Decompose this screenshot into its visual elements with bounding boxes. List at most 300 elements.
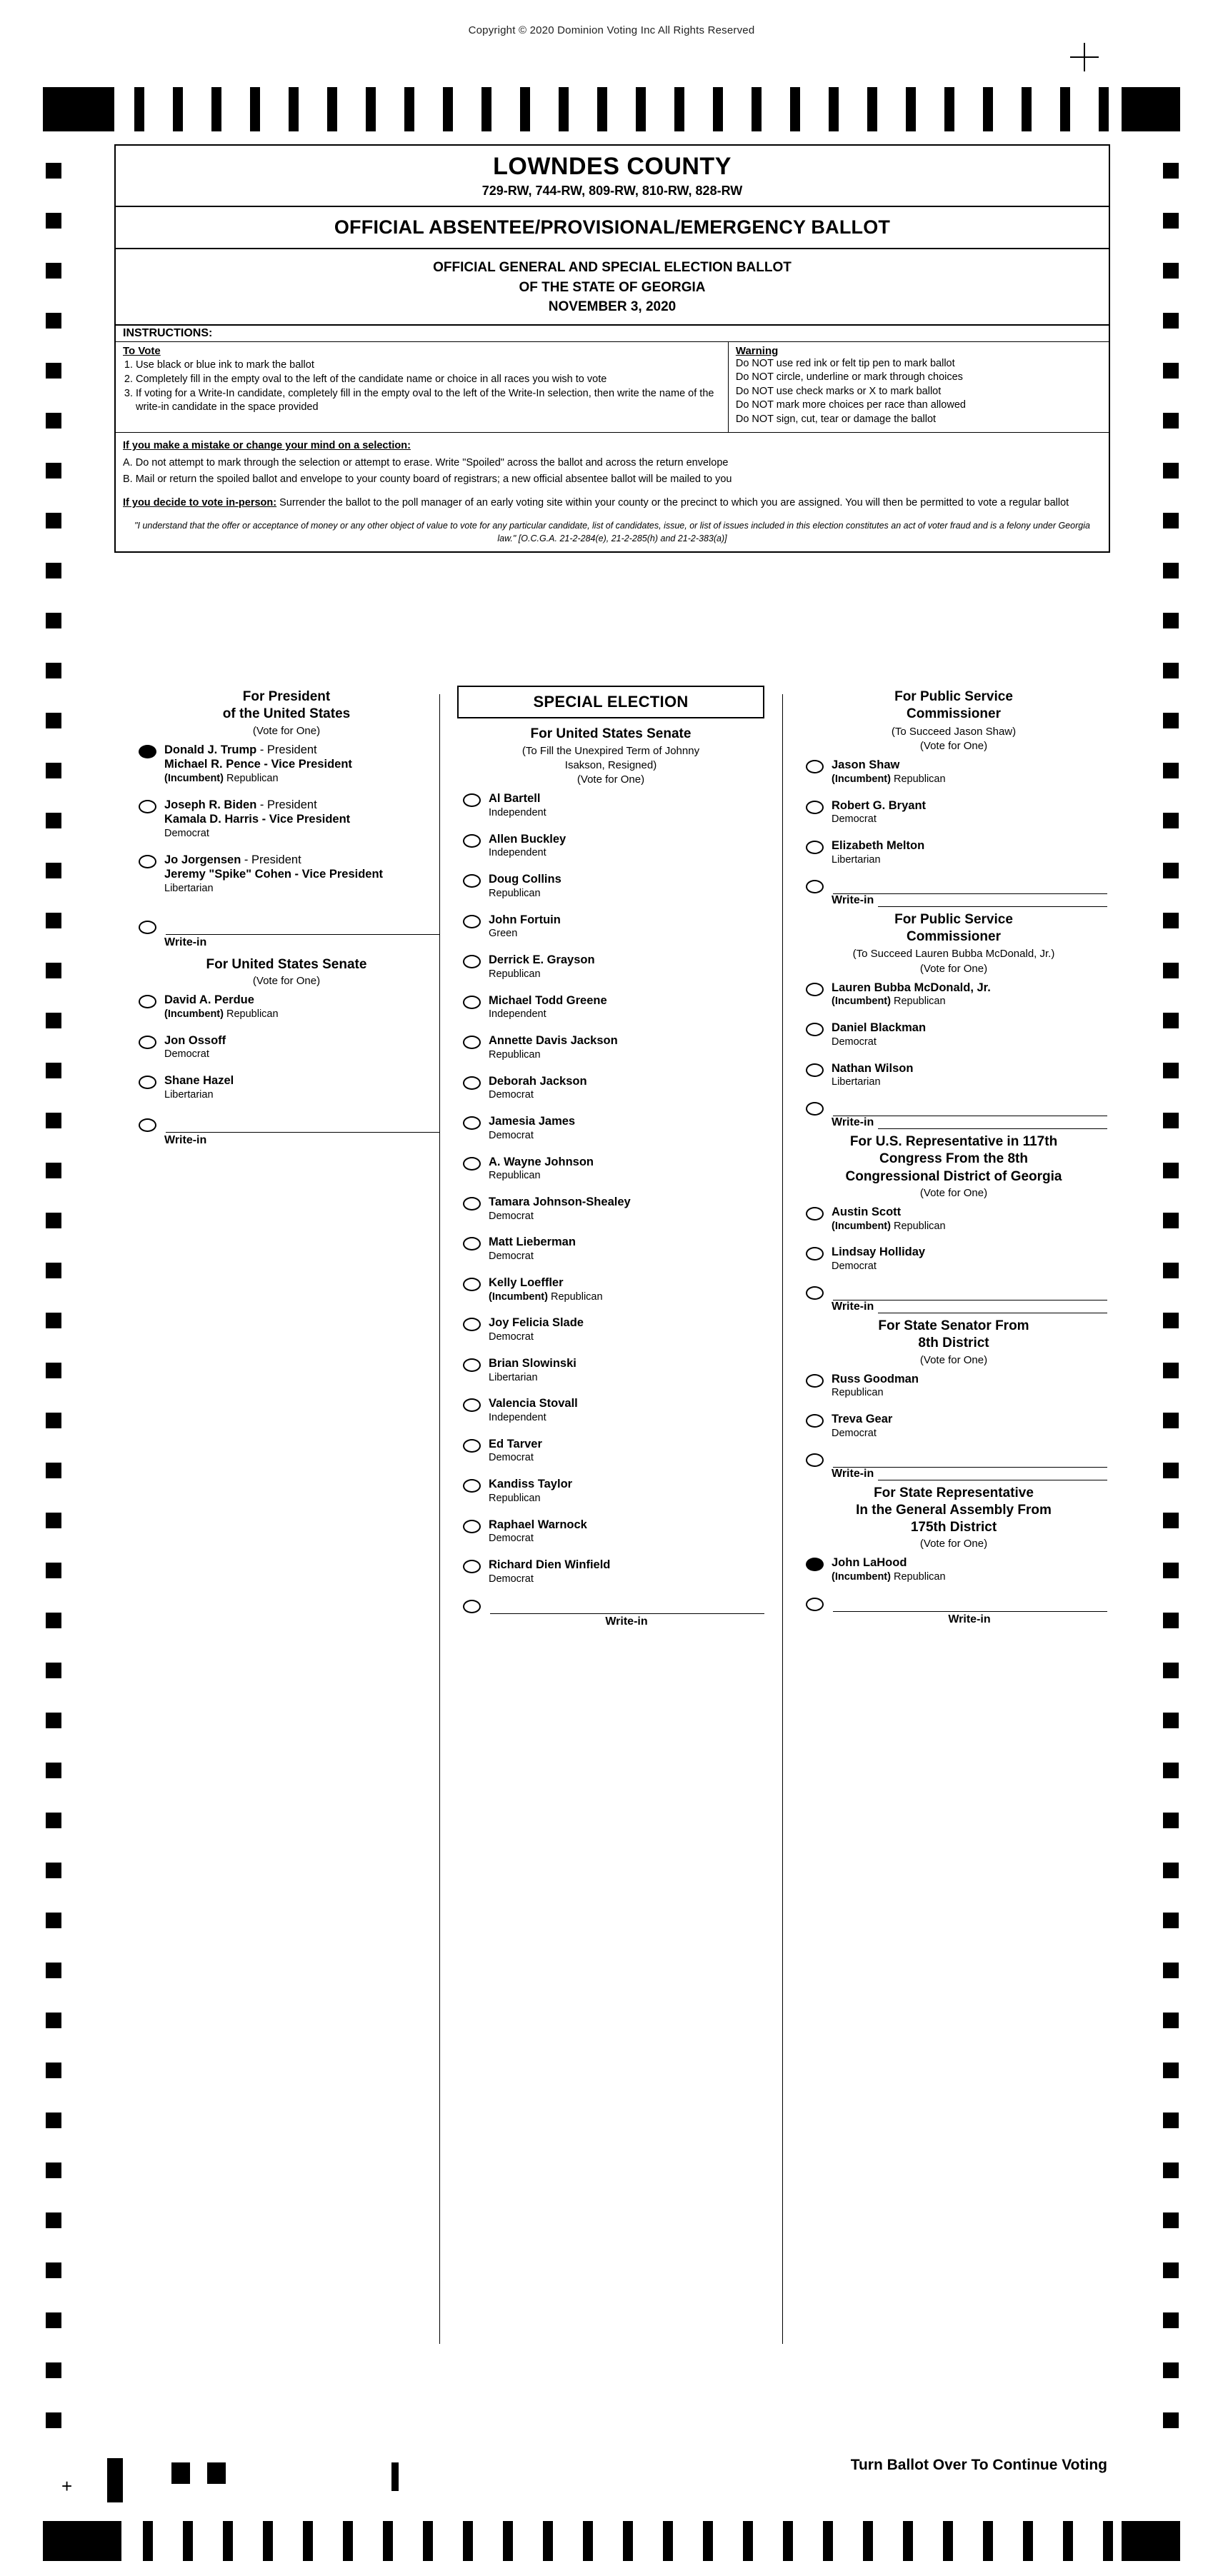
contest-vote-for: (Vote for One) [919, 962, 988, 975]
timing-mark [46, 1363, 61, 1378]
candidate-option[interactable] [457, 872, 764, 900]
vote-oval[interactable] [806, 1023, 824, 1036]
column-divider [782, 694, 783, 2344]
write-in-option[interactable] [800, 1597, 1107, 1626]
candidate-option[interactable] [457, 1074, 764, 1102]
timing-mark [303, 2521, 313, 2561]
vote-oval[interactable] [139, 1118, 156, 1132]
timing-mark [46, 2362, 61, 2378]
timing-mark [1163, 1113, 1179, 1128]
candidate-party: Democrat [489, 1452, 534, 1464]
turn-ballot-over-notice: Turn Ballot Over To Continue Voting [850, 2457, 1107, 2473]
vote-oval[interactable] [806, 801, 824, 814]
candidate-name: Allen Buckley [489, 832, 566, 846]
timing-mark [46, 2212, 61, 2228]
vote-oval[interactable] [806, 1453, 824, 1467]
timing-mark [46, 2113, 61, 2128]
candidate-party: Libertarian [832, 853, 881, 866]
candidate-option[interactable] [457, 953, 764, 981]
warning-title: Warning [735, 344, 779, 357]
timing-mark [1163, 1763, 1179, 1778]
candidate-option[interactable] [457, 1396, 764, 1424]
candidate-role: - President [256, 798, 317, 811]
candidate-party: Independent [489, 847, 546, 859]
candidate-option[interactable] [457, 1033, 764, 1061]
timing-mark [46, 1663, 61, 1678]
instructions-row [116, 341, 1109, 433]
county-name: LOWNDES COUNTY [493, 153, 732, 180]
write-in-label-row [832, 1300, 1107, 1313]
contest-vote-for: (Vote for One) [576, 773, 645, 786]
candidate-option[interactable] [457, 1356, 764, 1384]
timing-mark-block [107, 2458, 123, 2502]
write-in-option[interactable] [800, 879, 1107, 907]
timing-mark [46, 2162, 61, 2178]
candidate-name: Austin Scott [832, 1206, 902, 1218]
candidate-name: Derrick E. Grayson [489, 953, 595, 967]
candidate-name: Annette Davis Jackson [489, 1034, 618, 1048]
write-in-extra-line [878, 1303, 1107, 1313]
in-person-text: Surrender the ballot to the poll manager of an early voting site within your county or the precinct to which you are assigned. You will then be permitted to vote a regular ballot [276, 497, 1069, 509]
vote-oval[interactable] [463, 1076, 481, 1090]
timing-mark [1163, 963, 1179, 978]
candidate-party: Democrat [832, 1261, 877, 1273]
timing-mark [1163, 463, 1179, 478]
timing-mark [443, 87, 453, 131]
timing-mark [46, 2412, 61, 2428]
contest-title-us-senate: For United States Senate [206, 956, 367, 972]
timing-mark [1163, 2063, 1179, 2078]
write-in-extra-line [878, 896, 1107, 907]
ballot-header [114, 144, 1110, 553]
to-vote-steps [136, 359, 722, 415]
vote-oval[interactable] [463, 1520, 481, 1533]
candidate-option[interactable] [457, 1477, 764, 1505]
timing-mark [906, 87, 916, 131]
timing-mark [863, 2521, 873, 2561]
candidate-option[interactable] [800, 758, 1107, 786]
vote-oval[interactable] [463, 1439, 481, 1453]
candidate-option[interactable] [457, 993, 764, 1021]
timing-mark [263, 2521, 273, 2561]
timing-mark [1163, 413, 1179, 429]
vote-oval[interactable] [463, 1398, 481, 1412]
candidate-option[interactable] [457, 1235, 764, 1263]
candidate-option[interactable] [133, 853, 440, 896]
timing-mark [1099, 87, 1109, 131]
write-in-option[interactable] [800, 1101, 1107, 1129]
vote-oval[interactable] [463, 1560, 481, 1573]
timing-mark-block [1122, 2521, 1180, 2561]
timing-mark [1163, 1063, 1179, 1078]
candidate-party [832, 995, 1107, 1008]
vote-oval[interactable] [463, 1036, 481, 1049]
candidate-name: John LaHood [832, 1556, 907, 1570]
candidate-option[interactable] [800, 1372, 1107, 1400]
vote-oval[interactable] [463, 1600, 481, 1613]
timing-mark [46, 213, 61, 229]
candidate-name [164, 798, 440, 813]
candidate-party: Republican [489, 968, 541, 980]
candidate-name-text: Donald J. Trump [164, 743, 257, 756]
candidate-party [832, 1570, 1107, 1584]
write-in-extra-line [878, 1470, 1107, 1480]
candidate-option[interactable] [800, 838, 1107, 866]
timing-mark [46, 663, 61, 678]
contest-vote-for: (Vote for One) [919, 1353, 988, 1366]
candidate-party: Libertarian [164, 883, 214, 895]
candidate-option[interactable] [457, 1558, 764, 1585]
vote-oval[interactable] [806, 760, 824, 773]
write-in-label: Write-in [832, 1467, 874, 1480]
vote-oval[interactable] [806, 1414, 824, 1428]
vote-oval[interactable] [806, 1102, 824, 1116]
candidate-name: Kelly Loeffler [489, 1276, 564, 1289]
vote-oval[interactable] [463, 1157, 481, 1171]
candidate-name: Robert G. Bryant [832, 798, 927, 812]
timing-mark [46, 1613, 61, 1628]
running-mate-text: Jeremy "Spike" Cohen [164, 868, 291, 881]
vote-oval[interactable] [139, 800, 156, 813]
timing-mark [46, 1213, 61, 1228]
candidate-option[interactable] [133, 1033, 440, 1061]
candidate-party: Republican [489, 1170, 541, 1182]
timing-mark [46, 1013, 61, 1028]
timing-mark [1063, 2521, 1073, 2561]
timing-mark-block [43, 87, 114, 131]
contest-vote-for: (Vote for One) [252, 724, 321, 737]
candidate-name: Brian Slowinski [489, 1356, 576, 1370]
candidate-party: Democrat [489, 1533, 534, 1545]
candidate-party: Republican [832, 1387, 884, 1399]
timing-mark [1163, 1613, 1179, 1628]
alignment-plus-icon: + [61, 2475, 73, 2497]
vote-oval[interactable] [806, 880, 824, 893]
timing-mark [790, 87, 800, 131]
write-in-line[interactable] [166, 1118, 440, 1133]
timing-mark [1163, 563, 1179, 578]
candidate-name: Tamara Johnson-Shealey [489, 1196, 631, 1208]
vote-oval[interactable] [139, 1076, 156, 1089]
election-line-2: OF THE STATE OF GEORGIA [519, 279, 706, 295]
timing-mark [623, 2521, 633, 2561]
ballot-column-1 [133, 686, 440, 1151]
candidate-party: Libertarian [164, 1088, 214, 1101]
candidate-name: Treva Gear [832, 1413, 893, 1426]
write-in-line[interactable] [833, 1597, 1107, 1612]
write-in-line[interactable] [490, 1599, 764, 1614]
timing-mark [46, 163, 61, 179]
contest-title-psc-mcdonald [800, 911, 1107, 946]
write-in-label: Write-in [832, 1300, 874, 1313]
write-in-option[interactable] [133, 920, 440, 949]
candidate-option[interactable] [457, 1315, 764, 1343]
vote-oval[interactable] [139, 995, 156, 1008]
candidate-party: Republican [489, 1048, 541, 1061]
incumbent-label: (Incumbent) [832, 996, 891, 1008]
vote-oval[interactable] [806, 1063, 824, 1077]
timing-mark [46, 1063, 61, 1078]
timing-mark [1163, 713, 1179, 728]
candidate-party: Democrat [164, 1048, 209, 1061]
timing-mark [663, 2521, 673, 2561]
timing-mark [404, 87, 414, 131]
contest-title-state-senator [800, 1318, 1107, 1353]
vote-oval[interactable] [806, 983, 824, 996]
timing-mark [1163, 813, 1179, 828]
contest-title-line: Commissioner [907, 706, 1001, 722]
voter-fraud-oath: "I understand that the offer or acceptance of money or any other object of value to vote for any particular candidate, list of candidates, issue, or list of issues included in this election constitutes an act of voter fraud and is a felony under Georgia law." [O.C.G.A. 21-2-284(e), 21-2-285(h) and 21-2-383(a)] [134, 520, 1090, 544]
vote-oval[interactable] [463, 1358, 481, 1372]
vote-oval[interactable] [139, 745, 156, 758]
contest-title-us-senate-special: For United States Senate [530, 726, 692, 741]
timing-mark [383, 2521, 393, 2561]
vote-oval[interactable] [139, 921, 156, 934]
candidate-option[interactable] [800, 981, 1107, 1008]
vote-oval[interactable] [806, 1558, 824, 1571]
ballot-column-3 [800, 686, 1107, 1630]
write-in-label: Write-in [832, 893, 874, 906]
candidate-name: John Fortuin [489, 913, 561, 926]
write-in-line[interactable] [833, 879, 1107, 894]
timing-mark [1023, 2521, 1033, 2561]
timing-mark [1163, 263, 1179, 279]
timing-mark [783, 2521, 793, 2561]
candidate-option[interactable] [133, 993, 440, 1021]
timing-mark [597, 87, 607, 131]
party-label: Republican [894, 996, 946, 1008]
candidate-option[interactable] [457, 1114, 764, 1142]
vote-oval[interactable] [463, 793, 481, 807]
timing-mark [1163, 913, 1179, 928]
contest-subtitle: (To Succeed Jason Shaw) [891, 725, 1017, 738]
to-vote-step: 1. Use black or blue ink to mark the ballot [136, 359, 722, 372]
candidate-name: Michael Todd Greene [489, 993, 607, 1007]
timing-mark [1163, 663, 1179, 678]
mistake-block [116, 432, 1109, 491]
candidate-option[interactable] [457, 1276, 764, 1303]
vote-oval[interactable] [463, 1197, 481, 1211]
timing-mark [1163, 313, 1179, 329]
candidate-option[interactable] [457, 791, 764, 819]
candidate-name: Kandiss Taylor [489, 1478, 573, 1491]
contest-title-line: For Public Service [894, 911, 1013, 927]
candidate-name: Al Bartell [489, 792, 541, 806]
vote-oval[interactable] [463, 915, 481, 928]
candidate-party [832, 773, 1107, 786]
timing-mark [46, 1763, 61, 1778]
timing-mark-block [43, 2521, 121, 2561]
vote-oval[interactable] [463, 1278, 481, 1291]
ballot-column-2 [457, 686, 764, 1633]
timing-mark [1163, 2013, 1179, 2028]
write-in-line[interactable] [833, 1453, 1107, 1468]
vote-oval[interactable] [139, 1036, 156, 1049]
timing-mark [503, 2521, 513, 2561]
timing-mark-block [171, 2462, 190, 2484]
timing-mark [823, 2521, 833, 2561]
write-in-option[interactable] [133, 1118, 440, 1147]
running-mate-role: - Vice President [291, 868, 384, 881]
vote-oval[interactable] [806, 1598, 824, 1611]
contest-title-line: For State Senator From [878, 1318, 1029, 1333]
timing-mark [327, 87, 337, 131]
running-mate-text: Michael R. Pence [164, 758, 261, 771]
write-in-label-row [832, 1116, 1107, 1129]
instructions-label: INSTRUCTIONS: [116, 324, 1109, 341]
contest-title-line: For State Representative [874, 1485, 1034, 1500]
write-in-line[interactable] [833, 1286, 1107, 1300]
contest-title-line: 8th District [918, 1335, 989, 1351]
running-mate-name [164, 757, 440, 772]
vote-oval[interactable] [463, 874, 481, 888]
candidate-name: Shane Hazel [164, 1074, 234, 1088]
copyright-notice: Copyright © 2020 Dominion Voting Inc All Rights Reserved [468, 24, 755, 36]
incumbent-label: (Incumbent) [832, 1571, 891, 1583]
running-mate-role: - Vice President [259, 813, 351, 826]
vote-oval[interactable] [463, 955, 481, 968]
contest-title-us-rep [800, 1133, 1107, 1186]
vote-oval[interactable] [463, 834, 481, 848]
timing-mark [1163, 213, 1179, 229]
vote-oval[interactable] [806, 1286, 824, 1300]
write-in-line[interactable] [833, 1101, 1107, 1116]
timing-mark [134, 87, 144, 131]
candidate-option[interactable] [800, 798, 1107, 826]
timing-mark [46, 413, 61, 429]
warning-block [729, 342, 1109, 433]
candidate-option[interactable] [800, 1412, 1107, 1440]
warning-item: Do NOT use red ink or felt tip pen to mark ballot [735, 357, 955, 369]
mistake-title: If you make a mistake or change your mind on a selection: [123, 440, 411, 452]
timing-mark [713, 87, 723, 131]
timing-mark [46, 1413, 61, 1428]
candidate-option[interactable] [133, 1073, 440, 1101]
candidate-option[interactable] [457, 1437, 764, 1465]
timing-mark [559, 87, 569, 131]
write-in-label-row [832, 894, 1107, 907]
candidate-party: Democrat [489, 1210, 534, 1222]
contest-title-line: Congress From the 8th [879, 1151, 1028, 1167]
timing-mark [46, 813, 61, 828]
candidate-option[interactable] [457, 1155, 764, 1183]
contest-title-line: For U.S. Representative in 117th [849, 1134, 1058, 1150]
timing-mark [46, 563, 61, 578]
timing-mark [46, 463, 61, 478]
candidate-party [832, 1220, 1107, 1233]
candidate-party: Republican [489, 1492, 541, 1504]
timing-mark [983, 87, 993, 131]
timing-mark [46, 2262, 61, 2278]
candidate-party: Republican [489, 887, 541, 899]
in-person-block [116, 491, 1109, 514]
vote-oval[interactable] [139, 855, 156, 868]
timing-mark [1103, 2521, 1113, 2561]
candidate-list [457, 791, 764, 1585]
candidate-name: Elizabeth Melton [832, 839, 925, 853]
candidate-option[interactable] [133, 743, 440, 786]
warning-item: Do NOT circle, underline or mark through choices [735, 371, 963, 384]
candidate-name: Jamesia James [489, 1115, 576, 1128]
timing-mark [46, 1313, 61, 1328]
incumbent-label: (Incumbent) [164, 1008, 224, 1020]
candidate-name [164, 853, 440, 868]
candidate-name: Jon Ossoff [164, 1033, 226, 1047]
candidate-party: Democrat [164, 827, 209, 839]
write-in-option[interactable] [800, 1453, 1107, 1480]
timing-mark [250, 87, 260, 131]
timing-mark [1163, 1363, 1179, 1378]
timing-mark [829, 87, 839, 131]
timing-mark [46, 713, 61, 728]
write-in-label: Write-in [164, 936, 207, 948]
vote-oval[interactable] [463, 1318, 481, 1331]
candidate-party: Democrat [832, 1036, 877, 1048]
candidate-option[interactable] [457, 1195, 764, 1223]
timing-mark [463, 2521, 473, 2561]
candidate-party: Democrat [489, 1331, 534, 1343]
candidate-option[interactable] [800, 1205, 1107, 1233]
timing-mark [1060, 87, 1070, 131]
timing-mark [903, 2521, 913, 2561]
vote-oval[interactable] [806, 841, 824, 854]
vote-oval[interactable] [463, 1237, 481, 1251]
candidate-option[interactable] [800, 1061, 1107, 1089]
to-vote-step: 2. Completely fill in the empty oval to the left of the candidate name or choice in all races you wish to vote [136, 373, 722, 386]
vote-oval[interactable] [806, 1374, 824, 1388]
candidate-role: - President [241, 853, 301, 866]
timing-mark [143, 2521, 153, 2561]
vote-oval[interactable] [806, 1247, 824, 1261]
timing-mark [183, 2521, 193, 2561]
registration-crosshair-icon [1070, 43, 1099, 71]
running-mate-name [164, 867, 440, 882]
vote-oval[interactable] [463, 996, 481, 1009]
vote-oval[interactable] [463, 1116, 481, 1130]
timing-mark [1022, 87, 1032, 131]
write-in-option[interactable] [457, 1599, 764, 1628]
ballot-columns [114, 686, 1107, 2392]
candidate-option[interactable] [800, 1245, 1107, 1273]
to-vote-title: To Vote [123, 344, 161, 357]
candidate-name: Lindsay Holliday [832, 1246, 926, 1259]
timing-mark [1163, 863, 1179, 878]
candidate-option[interactable] [457, 913, 764, 941]
vote-oval[interactable] [806, 1207, 824, 1221]
candidate-party: Democrat [832, 1427, 877, 1439]
candidate-option[interactable] [457, 832, 764, 860]
candidate-option[interactable] [133, 798, 440, 841]
vote-oval[interactable] [463, 1479, 481, 1493]
timing-mark [46, 1463, 61, 1478]
candidate-option[interactable] [800, 1555, 1107, 1583]
timing-mark [703, 2521, 713, 2561]
contest-vote-for: (Vote for One) [919, 1187, 988, 1199]
timing-mark [1163, 1813, 1179, 1828]
incumbent-label: (Incumbent) [832, 773, 891, 785]
write-in-line[interactable] [166, 920, 440, 935]
party-label: Republican [226, 772, 279, 784]
candidate-party: Democrat [489, 1251, 534, 1263]
candidate-option[interactable] [457, 1518, 764, 1545]
contest-title-president [133, 688, 440, 723]
timing-mark [46, 2013, 61, 2028]
write-in-option[interactable] [800, 1286, 1107, 1313]
timing-mark [46, 1863, 61, 1878]
timing-mark [1163, 513, 1179, 528]
candidate-party: Independent [489, 806, 546, 818]
candidate-option[interactable] [800, 1021, 1107, 1048]
